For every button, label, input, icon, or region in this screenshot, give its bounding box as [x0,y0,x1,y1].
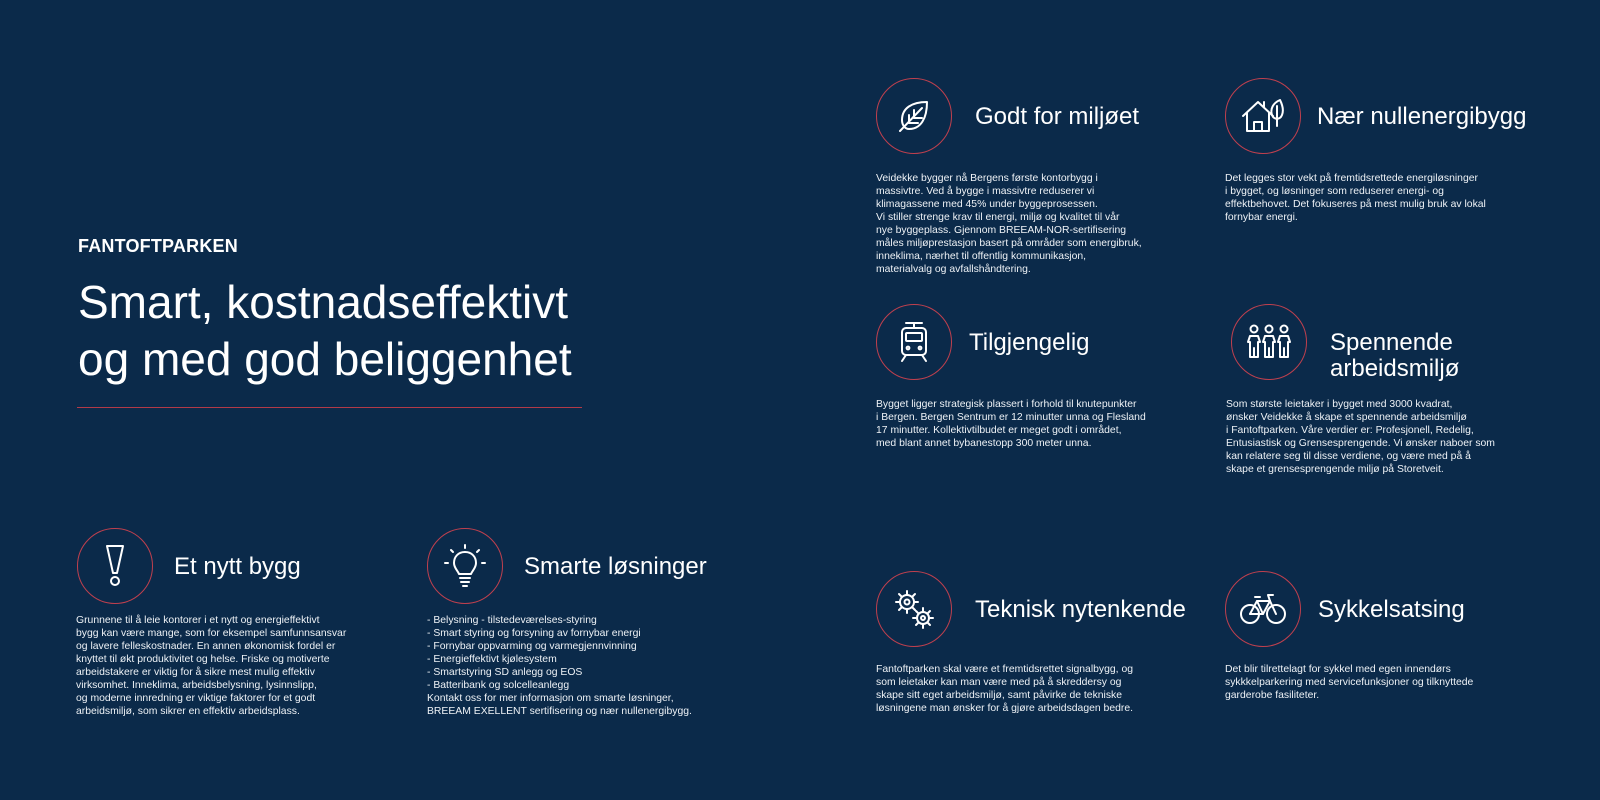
feature-title-line: Tilgjengelig [969,329,1090,356]
body-line: arbeidstakere er viktig for å sikre mest mulig effektiv [76,667,315,678]
body-line: skape sitt eget arbeidsmiljø, samt påvirke de tekniske [876,690,1123,701]
house-leaf-icon [1240,96,1286,136]
body-line: materialvalg og avfallshåndtering. [876,264,1031,275]
feature-icon-circle [1225,571,1301,647]
body-line: virksomhet. Inneklima, arbeidsbelysning, lysinnslipp, [76,680,317,691]
feature-title-line: Spennende [1330,329,1453,356]
feature-body [1225,663,1473,702]
body-line: BREEAM EXELLENT sertifisering og nær nullenergibygg. [427,706,692,717]
body-line: som leietaker kan man være med på å skreddersy og [876,677,1122,688]
feature-title [1317,104,1526,130]
feature-icon-circle [77,528,153,604]
headline-divider [77,407,582,408]
body-line: massivtre. Ved å bygge i massivtre reduserer vi [876,186,1095,197]
body-line: Fantoftparken skal være et fremtidsrettet signalbygg, og [876,664,1134,675]
body-line: i bygget, og løsninger som reduserer energi- og [1225,186,1444,197]
lightbulb-icon [443,543,487,589]
body-line: måles miljøprestasjon basert på områder som energibruk, [876,238,1142,249]
feature-title [524,554,707,580]
section-kicker: FANTOFTPARKEN [78,236,238,256]
body-line: Entusiastisk og Grensesprengende. Vi ønsker naboer som [1226,438,1495,449]
feature-body [876,663,1133,715]
feature-body [76,614,346,718]
body-line: Vi stiller strenge krav til energi, miljø og kvalitet til vår [876,212,1120,223]
feature-body [876,398,1146,450]
body-line: arbeidsmiljø, som sikrer en effektiv arbeidsplass. [76,706,300,717]
feature-icon-circle [1225,78,1301,154]
feature-icon-circle [1231,304,1307,380]
headline-line-1: Smart, kostnadseffektivt [78,276,569,328]
feature-title-line: arbeidsmiljø [1330,355,1460,382]
body-line: Det legges stor vekt på fremtidsrettede energiløsninger [1225,173,1478,184]
people-icon [1245,322,1293,362]
feature-title [969,330,1090,356]
feature-icon-circle [876,304,952,380]
feature-icon-circle [427,528,503,604]
body-line: bygg kan være mange, som for eksempel samfunnsansvar [76,628,347,639]
body-line: kan relatere seg til disse verdiene, og være med på å [1226,451,1471,462]
feature-title-line: Et nytt bygg [174,553,301,580]
feature-body [427,614,692,718]
feature-title-line: Sykkelsatsing [1318,596,1465,623]
gears-icon [892,587,936,631]
body-line: fornybar energi. [1225,212,1298,223]
feature-title-line: Smarte løsninger [524,553,707,580]
body-line: Kontakt oss for mer informasjon om smarte løsninger, [427,693,674,704]
body-line: 17 minutter. Kollektivtilbudet er meget godt i området, [876,425,1122,436]
feature-title-line: Nær nullenergibygg [1317,103,1527,130]
feature-body [1225,172,1486,224]
feature-title [174,554,301,580]
body-line: Bygget ligger strategisk plassert i forhold til knutepunkter [876,399,1137,410]
body-line: - Smartstyring SD anlegg og EOS [427,667,583,678]
body-line: - Smart styring og forsyning av fornybar energi [427,628,641,639]
feature-title [1330,330,1459,382]
body-line: nye byggeplass. Gjennom BREEAM-NOR-sertifisering [876,225,1127,236]
body-line: Som største leietaker i bygget med 3000 kvadrat, [1226,399,1453,410]
body-line: og lavere felleskostnader. En annen økonomisk fordel er [76,641,336,652]
body-line: - Fornybar oppvarming og varmegjennvinning [427,641,637,652]
feature-icon-circle [876,78,952,154]
body-line: ønsker Veidekke å skape et spennende arbeidsmiljø [1226,412,1467,423]
body-line: løsningene man ønsker for å gjøre arbeidsdagen bedre. [876,703,1134,714]
feature-title [975,104,1139,130]
body-line: inneklima, nærhet til offentlig kommunikasjon, [876,251,1087,262]
body-line: sykkkelparkering med servicefunksjoner og tilknyttede [1225,677,1474,688]
feature-body [876,172,1142,276]
body-line: knyttet til økt produktivitet og helse. Friske og motiverte [76,654,330,665]
headline-line-2: og med god beliggenhet [78,333,572,385]
feature-body [1226,398,1495,476]
body-line: - Belysning - tilstedeværelses-styring [427,615,597,626]
body-line: skape et grensesprengende miljø på Storetveit. [1226,464,1444,475]
body-line: - Batteribank og solcelleanlegg [427,680,570,691]
body-line: klimagassene med 45% under byggeprosessen. [876,199,1098,210]
body-line: og moderne innredning er viktige faktorer for et godt [76,693,316,704]
body-line: Veidekke bygger nå Bergens første kontorbygg i [876,173,1098,184]
leaf-icon [894,96,934,136]
feature-title [975,597,1186,623]
body-line: - Energieffektivt kjølesystem [427,654,557,665]
body-line: i Bergen. Bergen Sentrum er 12 minutter unna og Flesland [876,412,1146,423]
bicycle-icon [1239,592,1287,626]
page-headline [78,274,598,388]
body-line: Grunnene til å leie kontorer i et nytt og energieffektivt [76,615,320,626]
body-line: Det blir tilrettelagt for sykkel med egen innendørs [1225,664,1451,675]
exclamation-icon [103,543,127,589]
feature-icon-circle [876,571,952,647]
body-line: i Fantoftparken. Våre verdier er: Profesjonell, Redelig, [1226,425,1474,436]
feature-title-line: Teknisk nytenkende [975,596,1186,623]
body-line: med blant annet bybanestopp 300 meter unna. [876,438,1092,449]
body-line: effektbehovet. Det fokuseres på mest mulig bruk av lokal [1225,199,1486,210]
tram-icon [896,320,932,364]
body-line: garderobe fasiliteter. [1225,690,1320,701]
feature-title-line: Godt for miljøet [975,103,1140,130]
feature-title [1318,597,1465,623]
